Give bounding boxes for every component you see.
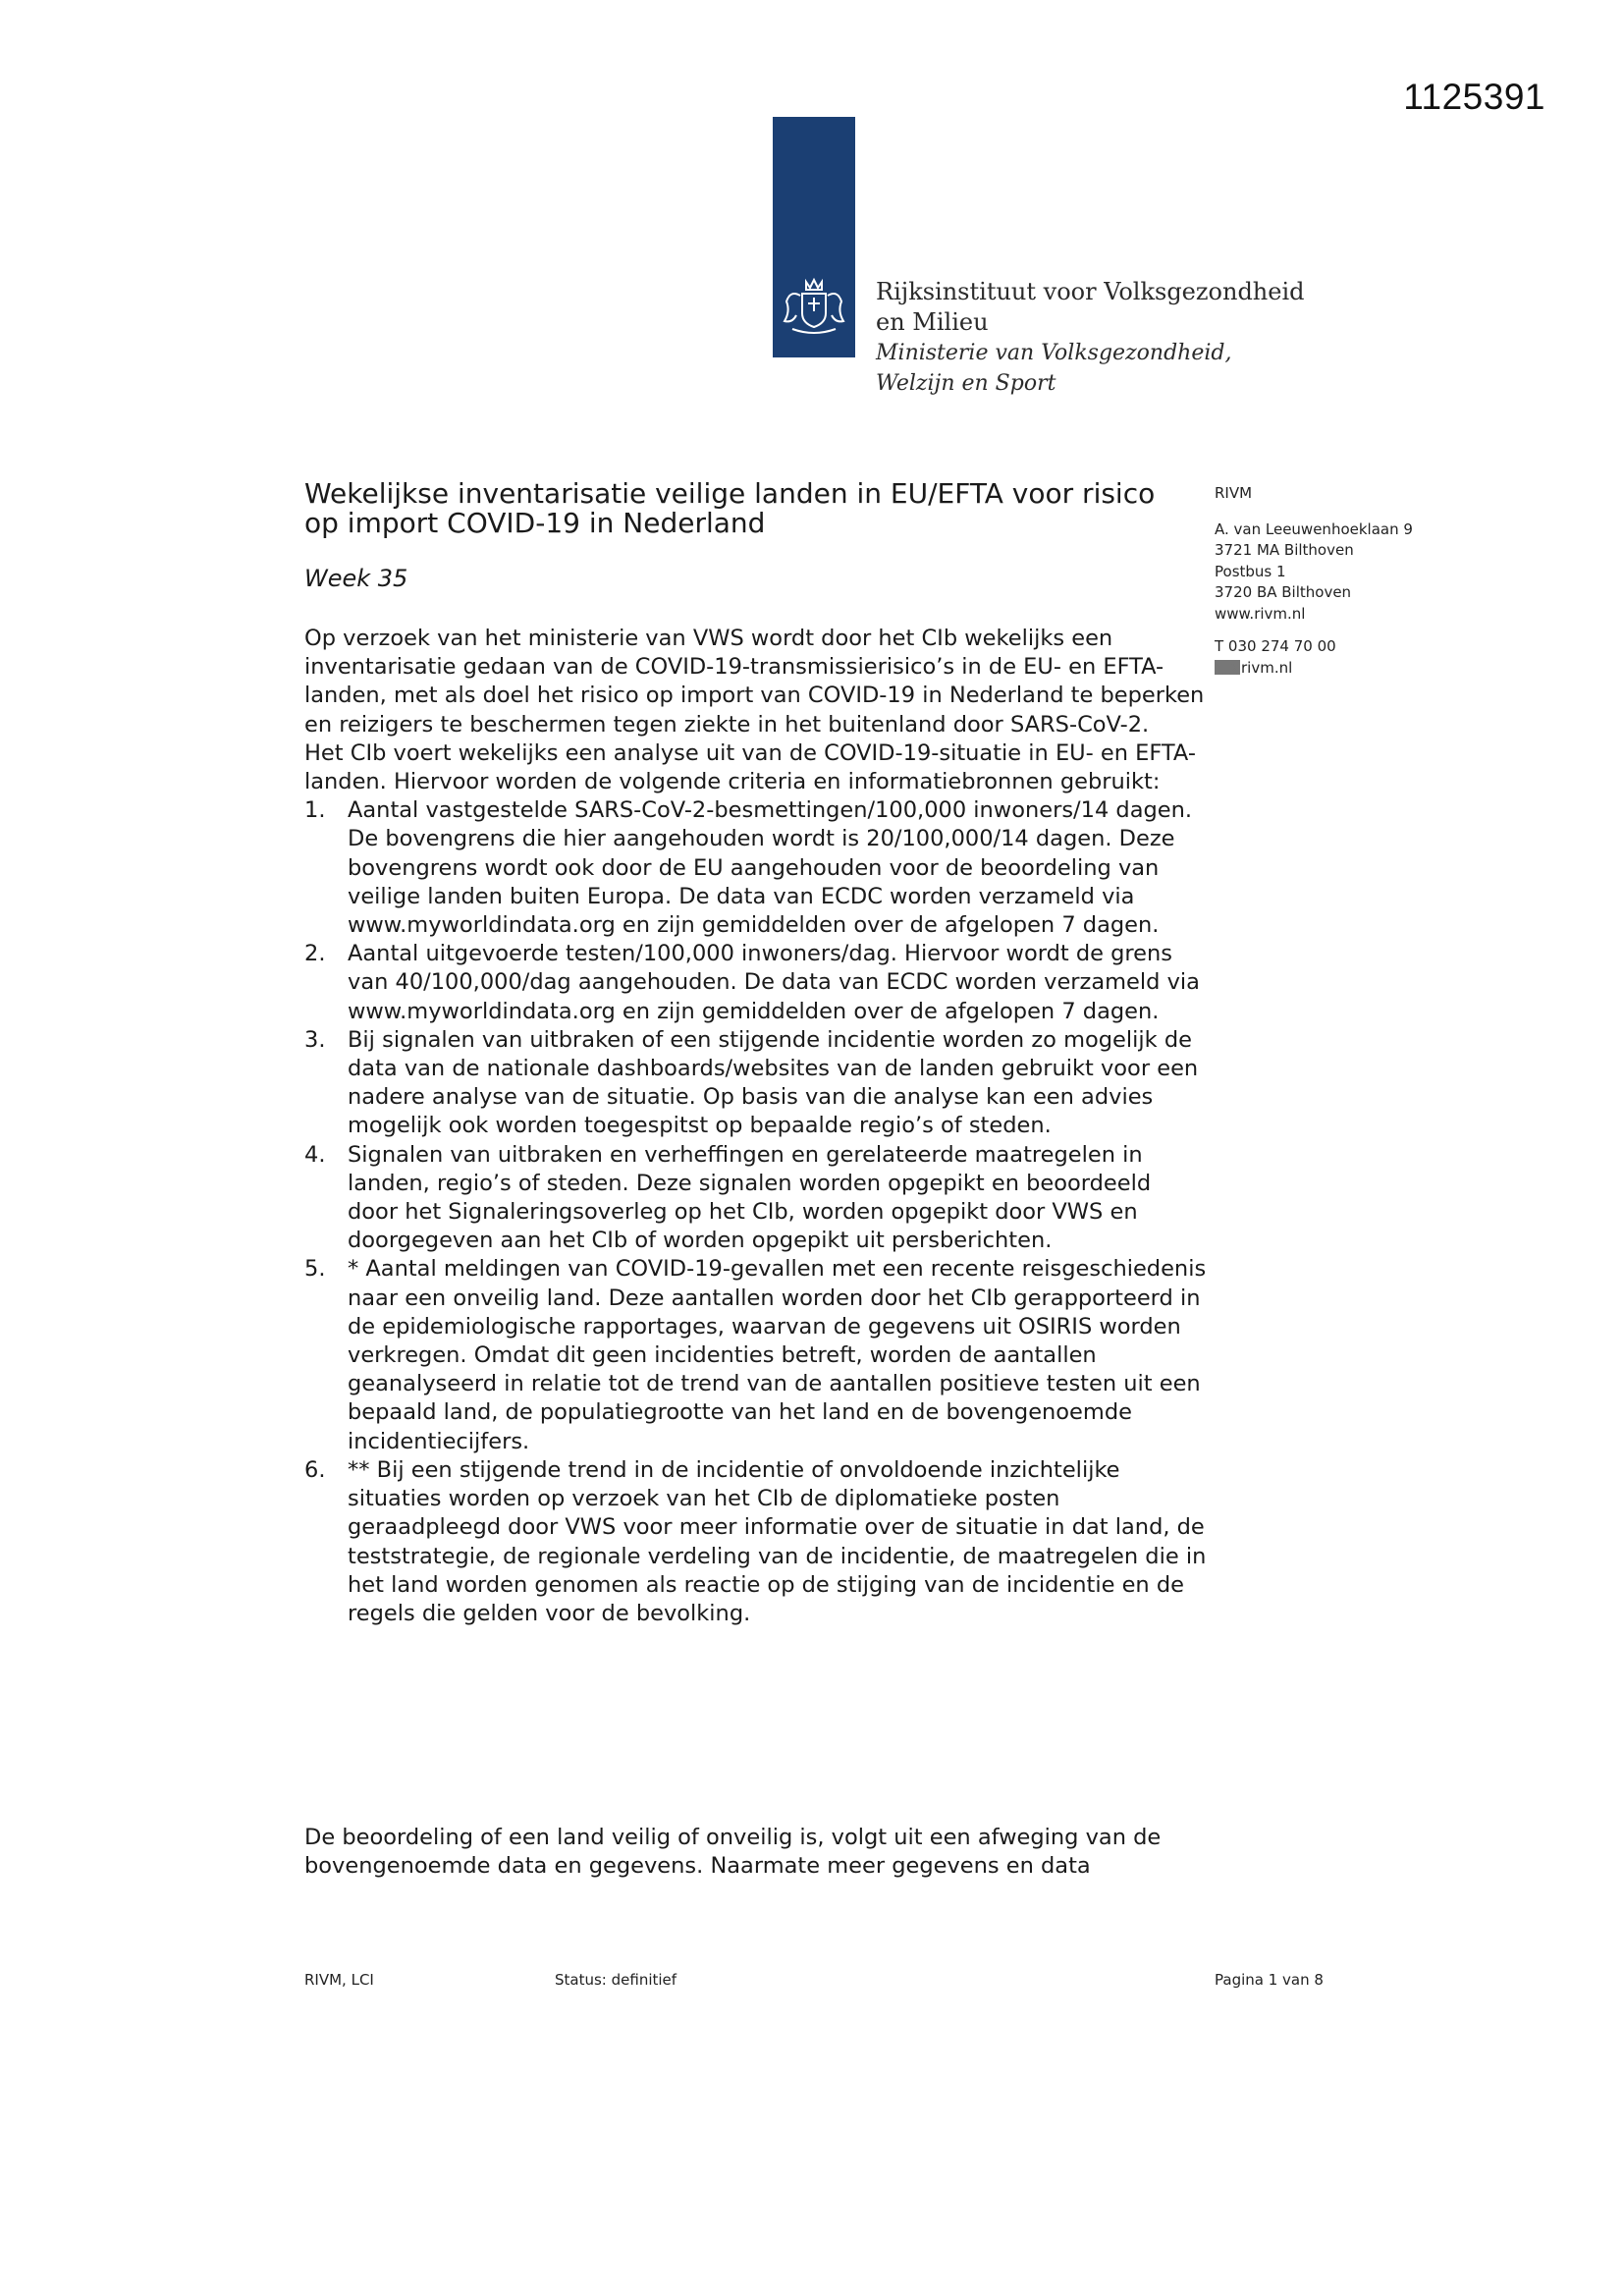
sidebar-postcode: 3721 MA Bilthoven — [1215, 541, 1354, 559]
sidebar-website[interactable]: www.rivm.nl — [1215, 604, 1306, 623]
footer-org: RIVM, LCI — [304, 1971, 374, 1989]
list-item — [304, 1255, 1208, 1455]
criteria-list — [304, 796, 1208, 1628]
list-item — [304, 940, 1208, 1026]
sidebar-postbus: Postbus 1 — [1215, 562, 1286, 580]
org-name-line2: en Milieu — [876, 308, 989, 336]
rijksoverheid-logo — [773, 117, 855, 357]
list-item — [304, 1141, 1208, 1256]
sidebar-postbus-city: 3720 BA Bilthoven — [1215, 583, 1352, 601]
list-item-number: 2. — [304, 941, 326, 967]
body-text — [304, 625, 1208, 1628]
list-item-text: Aantal vastgestelde SARS-CoV-2-besmettingen/100,000 inwoners/14 dagen. De bovengrens die hier aangehouden wordt is 20/100,000/14 dagen. Deze bovengrens wordt ook door de EU aangehouden voor de beoordeling van veilige landen buiten Europa. De data van ECDC worden verzameld via www.myworldindata.org en zijn gemiddelden over de afgelopen 7 dagen. — [348, 797, 1193, 939]
footer-status: Status: definitief — [555, 1971, 677, 1989]
sidebar-email[interactable] — [1215, 658, 1413, 680]
list-item-number: 5. — [304, 1256, 326, 1283]
sidebar-org: RIVM — [1215, 484, 1253, 502]
list-item-text: Aantal uitgevoerde testen/100,000 inwoners/dag. Hiervoor wordt de grens van 40/100,000/dag aangehouden. De data van ECDC worden verzameld via www.myworldindata.org en zijn gemiddelden over de afgelopen 7 dagen. — [348, 941, 1200, 1024]
list-item-number: 1. — [304, 797, 326, 824]
list-item — [304, 1026, 1208, 1141]
sidebar-email-domain: rivm.nl — [1241, 658, 1293, 677]
title-line-1: Wekelijkse inventarisatie veilige landen in EU/EFTA voor risico — [304, 477, 1156, 510]
list-item — [304, 1456, 1208, 1628]
org-name-line1: Rijksinstituut voor Volksgezondheid — [876, 278, 1305, 305]
redaction-mark: 1.2 — [1215, 660, 1240, 675]
conclusion-paragraph: De beoordeling of een land veilig of onveilig is, volgt uit een afweging van de bovengenoemde data en gegevens. Naarmate meer gegevens en data — [304, 1825, 1162, 1880]
week-label: Week 35 — [304, 565, 408, 592]
list-item-number: 3. — [304, 1026, 326, 1053]
list-item-text: * Aantal meldingen van COVID-19-gevallen met een recente reisgeschiedenis naar een onveilig land. Deze aantallen worden door het CIb gerapporteerd in de epidemiologische rapportages, waarvan de gegevens uit OSIRIS worden verkregen. Omdat dit geen incidenties betreft, worden de aantallen geanalyseerd in relatie tot de trend van de aantallen positieve testen uit een bepaald land, de populatiegrootte van het land en de bovengenoemde incidentiecijfers. — [348, 1256, 1207, 1454]
sidebar-street: A. van Leeuwenhoeklaan 9 — [1215, 519, 1413, 538]
ministry-line1: Ministerie van Volksgezondheid, — [876, 341, 1232, 365]
coat-of-arms-icon — [779, 264, 849, 343]
address-sidebar — [1215, 483, 1413, 679]
ministry-line2: Welzijn en Sport — [876, 371, 1056, 396]
list-item-number: 6. — [304, 1456, 326, 1483]
footer-page-number: Pagina 1 van 8 — [1215, 1971, 1324, 1989]
document-number: 1125391 — [1403, 77, 1545, 117]
logo-wordmark — [876, 277, 1305, 399]
document-title — [304, 479, 1198, 538]
list-item — [304, 796, 1208, 940]
list-item-text: ** Bij een stijgende trend in de incidentie of onvoldoende inzichtelijke situaties worden op verzoek van het CIb de diplomatieke posten geraadpleegd door VWS voor meer informatie over de situatie in dat land, de teststrategie, de regionale verdeling van de incidentie, de maatregelen die in het land worden genomen als reactie op de stijging van de incidentie en de regels die gelden voor de bevolking. — [348, 1456, 1207, 1626]
sidebar-phone: T 030 274 70 00 — [1215, 637, 1336, 655]
list-item-number: 4. — [304, 1141, 326, 1168]
title-line-2: op import COVID-19 in Nederland — [304, 507, 766, 539]
intro-paragraph: Op verzoek van het ministerie van VWS wordt door het CIb wekelijks een inventarisatie gedaan van de COVID-19-transmissierisico’s in de EU- en EFTA-landen, met als doel het risico op import van COVID-19 in Nederland te beperken en reizigers te beschermen tegen ziekte in het buitenland door SARS-CoV-2. — [304, 626, 1205, 738]
criteria-intro: Het CIb voert wekelijks een analyse uit van de COVID-19-situatie in EU- en EFTA-landen. Hiervoor worden de volgende criteria en informatiebronnen gebruikt: — [304, 739, 1196, 795]
list-item-text: Signalen van uitbraken en verheffingen en gerelateerde maatregelen in landen, regio’s of steden. Deze signalen worden opgepikt en beoordeeld door het Signaleringsoverleg op het CIb, worden opgepikt door VWS en doorgegeven aan het CIb of worden opgepikt uit persberichten. — [348, 1141, 1152, 1254]
list-item-text: Bij signalen van uitbraken of een stijgende incidentie worden zo mogelijk de data van de nationale dashboards/websites van de landen gebruikt voor een nadere analyse van de situatie. Op basis van die analyse kan een advies mogelijk ook worden toegespitst op bepaalde regio’s of steden. — [348, 1026, 1199, 1139]
